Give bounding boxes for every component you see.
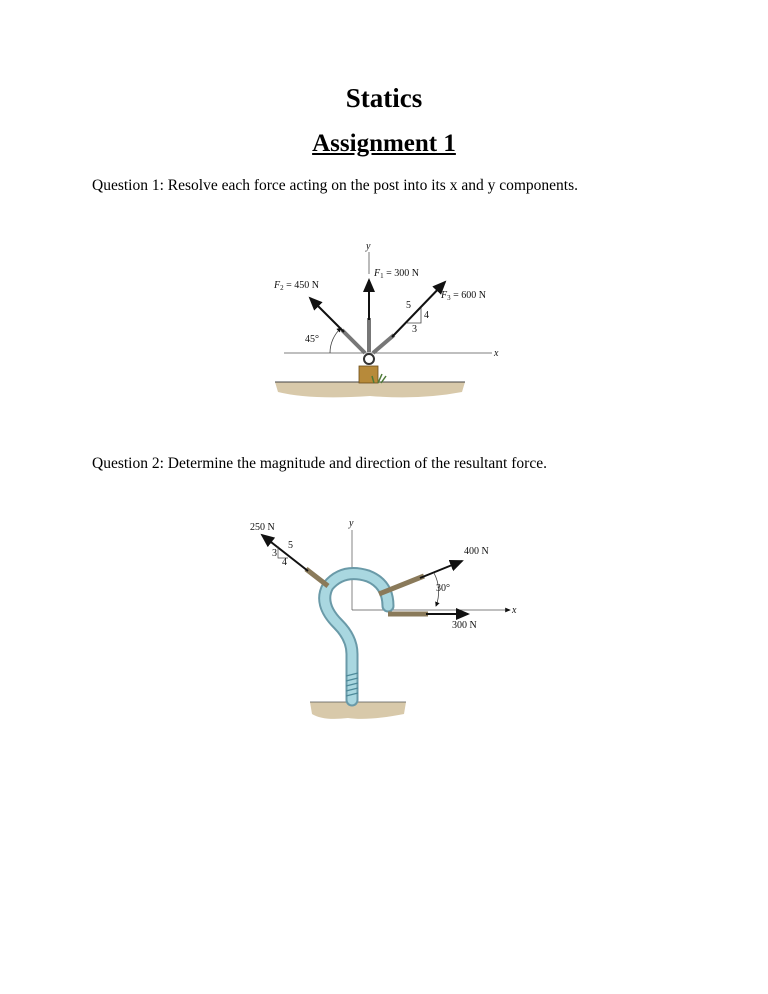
slope-run: 4 (282, 557, 287, 568)
figure-post-forces (270, 238, 499, 408)
slope-hyp: 5 (406, 300, 411, 311)
figure-hook-forces (248, 516, 528, 731)
page-title: Statics (345, 83, 423, 113)
force-250-cable (306, 569, 328, 586)
force-400-arrow (420, 561, 462, 578)
question-1-text: Question 1: Resolve each force acting on the post into its x and y components. (92, 177, 578, 194)
force-f3-rod (373, 335, 394, 353)
force-400-label: 400 N (464, 546, 489, 557)
force-f2-arrow (310, 298, 344, 332)
y-axis-label: y (366, 241, 371, 252)
force-f1-label: $F_1 = 300$ N (374, 268, 419, 280)
force-f3-label: $F_3 = 600$ N (441, 290, 486, 302)
force-250-label: 250 N (250, 522, 275, 533)
x-axis-label: x (494, 348, 499, 359)
post (359, 366, 378, 383)
force-f3-arrow (392, 282, 445, 337)
ground (310, 702, 406, 719)
slope-hyp: 5 (288, 540, 293, 551)
force-f2-label: $F_2 = 450$ N (274, 280, 319, 292)
force-300-label: 300 N (452, 620, 477, 631)
x-axis-label: x (512, 605, 517, 616)
assignment-heading: Assignment 1 (312, 130, 456, 157)
angle-30-label: 30° (436, 583, 450, 594)
angle-arc-45 (330, 328, 341, 353)
ground (275, 382, 465, 397)
force-f2-rod (342, 330, 365, 353)
angle-45-label: 45° (305, 334, 319, 345)
slope-rise: 4 (424, 310, 429, 321)
y-axis-label: y (349, 518, 354, 529)
slope-run: 3 (412, 324, 417, 335)
question-2-text: Question 2: Determine the magnitude and direction of the resultant force. (92, 455, 547, 472)
slope-rise: 3 (272, 548, 277, 559)
eye-bolt (364, 354, 374, 364)
